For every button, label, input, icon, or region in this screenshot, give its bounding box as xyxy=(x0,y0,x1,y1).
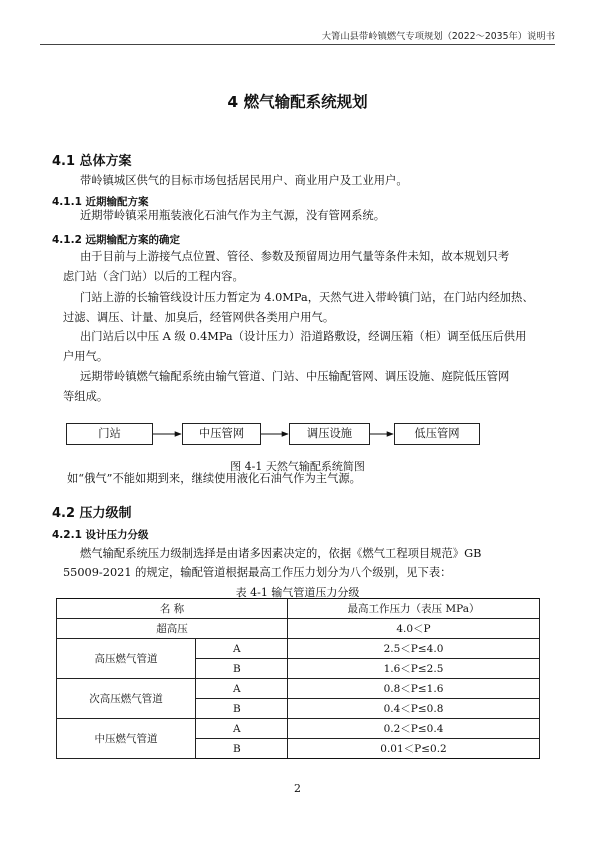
table-row xyxy=(57,679,540,699)
row-grade: A xyxy=(196,639,288,659)
paragraph-4-line-1: 远期带岭镇燃气输配系统由输气管道、门站、中压输配管网、调压设施、庭院低压管网 xyxy=(80,370,510,383)
table-header-row xyxy=(57,599,540,619)
paragraph-2-line-2: 过滤、调压、计量、加臭后，经管网供各类用户用气。 xyxy=(63,311,335,324)
row-pressure: 0.01＜P≤0.2 xyxy=(288,739,540,759)
table-row xyxy=(57,639,540,659)
row-name: 高压燃气管道 xyxy=(57,639,196,679)
paragraph-after-figure: 如“俄气”不能如期到来，继续使用液化石油气作为主气源。 xyxy=(67,472,361,485)
paragraph-pressure-line-2: 55009-2021 的规定，输配管道根据最高工作压力划分为八个级别，见下表： xyxy=(63,566,452,579)
flow-node-medium-pressure-network: 中压管网 xyxy=(182,423,261,445)
row-name: 超高压 xyxy=(57,619,288,639)
row-grade: A xyxy=(196,679,288,699)
section-heading-4-1: 4.1 总体方案 xyxy=(52,154,132,169)
paragraph-pressure-line-1: 燃气输配系统压力级制选择是由诸多因素决定的，依据《燃气工程项目规范》GB xyxy=(80,547,482,560)
row-pressure: 2.5＜P≤4.0 xyxy=(288,639,540,659)
row-grade: A xyxy=(196,719,288,739)
row-name: 次高压燃气管道 xyxy=(57,679,196,719)
table-row xyxy=(57,619,540,639)
row-pressure: 1.6＜P≤2.5 xyxy=(288,659,540,679)
subsection-heading-4-1-1: 4.1.1 近期输配方案 xyxy=(52,196,149,208)
header-name: 名 称 xyxy=(57,599,288,619)
table-caption: 表 4-1 输气管道压力分级 xyxy=(235,586,360,599)
pressure-classification-table xyxy=(56,598,540,759)
row-pressure: 0.4＜P≤0.8 xyxy=(288,699,540,719)
row-grade: B xyxy=(196,659,288,679)
flow-node-gate-station: 门站 xyxy=(66,423,153,445)
row-pressure: 4.0＜P xyxy=(288,619,540,639)
header-pressure: 最高工作压力（表压 MPa） xyxy=(288,599,540,619)
paragraph-3-line-2: 户用气。 xyxy=(63,350,109,363)
running-header: 大箐山县带岭镇燃气专项规划（2022～2035年）说明书 xyxy=(40,28,555,45)
paragraph-1-line-2: 虑门站（含门站）以后的工程内容。 xyxy=(63,270,244,283)
subsection-heading-4-1-2: 4.1.2 远期输配方案的确定 xyxy=(52,234,181,246)
paragraph-4-line-2: 等组成。 xyxy=(63,390,109,403)
row-pressure: 0.8＜P≤1.6 xyxy=(288,679,540,699)
subsection-heading-4-2-1: 4.2.1 设计压力分级 xyxy=(52,529,149,541)
paragraph-intro: 带岭镇城区供气的目标市场包括居民用户、商业用户及工业用户。 xyxy=(80,174,408,187)
section-heading-4-2: 4.2 压力级制 xyxy=(52,506,132,521)
row-pressure: 0.2＜P≤0.4 xyxy=(288,719,540,739)
chapter-title: 4 燃气输配系统规划 xyxy=(227,93,368,111)
paragraph-3-line-1: 出门站后以中压 A 级 0.4MPa（设计压力）沿道路敷设，经调压箱（柜）调至低压后供用 xyxy=(80,330,527,343)
table-row xyxy=(57,719,540,739)
row-name: 中压燃气管道 xyxy=(57,719,196,759)
row-grade: B xyxy=(196,739,288,759)
flow-node-regulating-facility: 调压设施 xyxy=(289,423,370,445)
paragraph-1-line-1: 由于目前与上游接气点位置、管径、参数及预留周边用气量等条件未知，故本规划只考 xyxy=(80,250,510,263)
row-grade: B xyxy=(196,699,288,719)
flow-node-low-pressure-network: 低压管网 xyxy=(394,423,480,445)
paragraph-near-term: 近期带岭镇采用瓶装液化石油气作为主气源，没有管网系统。 xyxy=(80,209,386,222)
paragraph-2-line-1: 门站上游的长输管线设计压力暂定为 4.0MPa，天然气进入带岭镇门站，在门站内经加热、 xyxy=(80,291,534,304)
page-number: 2 xyxy=(294,782,301,795)
figure-caption: 图 4-1 天然气输配系统简图 xyxy=(230,460,365,473)
